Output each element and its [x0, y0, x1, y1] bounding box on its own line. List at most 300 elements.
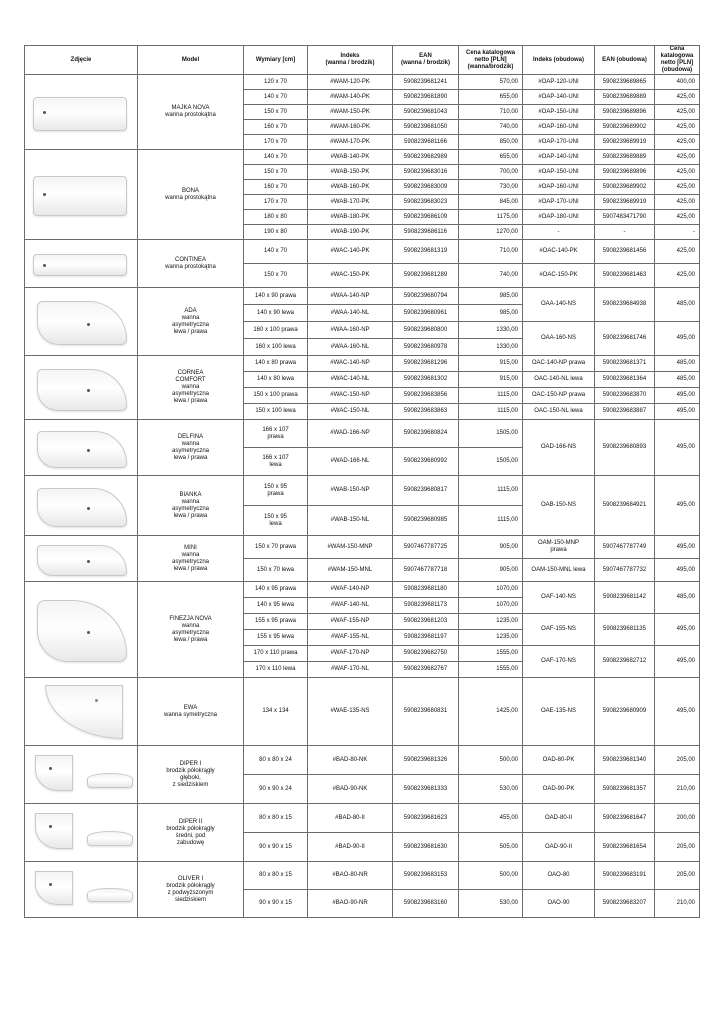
product-ean-cell: 5908239681890 — [393, 90, 459, 105]
casing-price-cell: 425,00 — [655, 105, 700, 120]
model-name: DIPER II brodzik półokrągły średni, pod zabudowę — [138, 804, 244, 862]
product-price-cell: 850,00 — [459, 135, 523, 150]
dimensions-cell: 140 x 70 — [244, 240, 308, 264]
header-photo: Zdjęcie — [25, 46, 138, 75]
table-row — [25, 746, 700, 775]
product-index-cell: #WAM-140-PK — [308, 90, 393, 105]
model-name: DIPER I brodzik półokrągły głęboki, z siedziskiem — [138, 746, 244, 804]
casing-ean-cell: 5908239681456 — [595, 240, 655, 264]
casing-index-cell: #OAP-150-UNI — [523, 105, 595, 120]
product-price-cell: 655,00 — [459, 90, 523, 105]
asymmetric-bathtub-photo — [25, 583, 137, 677]
casing-price-cell: 425,00 — [655, 264, 700, 288]
casing-price-cell: 205,00 — [655, 862, 700, 890]
product-photo-cell — [25, 804, 138, 862]
casing-index-cell: OAC-140-NP prawa — [523, 356, 595, 372]
product-photo-cell — [25, 150, 138, 240]
drain-icon — [49, 825, 52, 828]
product-ean-cell: 5908239683863 — [393, 404, 459, 420]
product-index-cell: #WAA-160-NL — [308, 339, 393, 356]
casing-price-cell: 425,00 — [655, 120, 700, 135]
product-ean-cell: 5908239680985 — [393, 506, 459, 536]
product-index-cell: #WAB-150-PK — [308, 165, 393, 180]
drain-icon — [87, 449, 90, 452]
product-price-cell: 1070,00 — [459, 582, 523, 598]
dimensions-cell: 160 x 100 prawa — [244, 322, 308, 339]
casing-index-cell: #OAC-150-PK — [523, 264, 595, 288]
table-row — [25, 678, 700, 746]
product-price-cell: 915,00 — [459, 356, 523, 372]
product-index-cell: #WAB-160-PK — [308, 180, 393, 195]
table-row — [25, 75, 700, 90]
product-photo-cell — [25, 75, 138, 150]
dimensions-cell: 155 x 95 prawa — [244, 614, 308, 630]
product-ean-cell: 5908239681623 — [393, 804, 459, 833]
header-index: Indeks (wanna / brodzik) — [308, 46, 393, 75]
casing-price-cell: 205,00 — [655, 746, 700, 775]
product-ean-cell: 5908239681630 — [393, 833, 459, 862]
casing-index-cell: OAF-170-NS — [523, 646, 595, 678]
dimensions-cell: 170 x 70 — [244, 195, 308, 210]
casing-price-cell: 485,00 — [655, 356, 700, 372]
table-row — [25, 150, 700, 165]
product-index-cell: #WAM-150-MNL — [308, 559, 393, 582]
dimensions-cell: 166 x 107 prawa — [244, 420, 308, 448]
product-index-cell: #WAF-170-NL — [308, 662, 393, 678]
product-ean-cell: 5908239681173 — [393, 598, 459, 614]
casing-ean-cell: 5907467787732 — [595, 559, 655, 582]
dimensions-cell: 160 x 70 — [244, 120, 308, 135]
product-price-cell: 1330,00 — [459, 339, 523, 356]
drain-icon — [87, 389, 90, 392]
product-ean-cell: 5908239683153 — [393, 862, 459, 890]
product-index-cell: #WAB-180-PK — [308, 210, 393, 225]
product-price-cell: 730,00 — [459, 180, 523, 195]
casing-ean-cell: 5908239689902 — [595, 120, 655, 135]
casing-index-cell: OAD-166-NS — [523, 420, 595, 476]
casing-price-cell: 495,00 — [655, 536, 700, 559]
casing-price-cell: 210,00 — [655, 775, 700, 804]
header-model: Model — [138, 46, 244, 75]
product-price-cell: 1270,00 — [459, 225, 523, 240]
casing-index-cell: OAA-140-NS — [523, 288, 595, 322]
header-ean: EAN (wanna / brodzik) — [393, 46, 459, 75]
drain-icon — [49, 883, 52, 886]
casing-ean-cell: 5908239681746 — [595, 322, 655, 356]
product-ean-cell: 5908239681197 — [393, 630, 459, 646]
product-ean-cell: 5908239681302 — [393, 372, 459, 388]
corner-bathtub-photo — [25, 679, 137, 745]
casing-ean-cell: 5908239683887 — [595, 404, 655, 420]
product-index-cell: #WAF-155-NL — [308, 630, 393, 646]
product-ean-cell: 5908239686116 — [393, 225, 459, 240]
product-photo-cell — [25, 862, 138, 918]
product-price-cell: 905,00 — [459, 536, 523, 559]
casing-index-cell: OAC-140-NL lewa — [523, 372, 595, 388]
casing-price-cell: 425,00 — [655, 180, 700, 195]
product-price-cell: 570,00 — [459, 75, 523, 90]
dimensions-cell: 140 x 80 prawa — [244, 356, 308, 372]
casing-ean-cell: 5908239680893 — [595, 420, 655, 476]
dimensions-cell: 120 x 70 — [244, 75, 308, 90]
product-price-cell: 710,00 — [459, 240, 523, 264]
table-row — [25, 804, 700, 833]
casing-index-cell: OAM-150-MNP prawa — [523, 536, 595, 559]
dimensions-cell: 180 x 80 — [244, 210, 308, 225]
casing-price-cell: 495,00 — [655, 322, 700, 356]
dimensions-cell: 80 x 80 x 24 — [244, 746, 308, 775]
asymmetric-bathtub-photo — [25, 421, 137, 475]
model-name: BONA wanna prostokątna — [138, 150, 244, 240]
product-ean-cell: 5908239683009 — [393, 180, 459, 195]
product-ean-cell: 5908239682989 — [393, 150, 459, 165]
product-price-cell: 985,00 — [459, 305, 523, 322]
casing-index-cell: OAF-155-NS — [523, 614, 595, 646]
casing-ean-cell: - — [595, 225, 655, 240]
product-price-cell: 505,00 — [459, 833, 523, 862]
asymmetric-bathtub-photo — [25, 537, 137, 581]
product-ean-cell: 5908239681319 — [393, 240, 459, 264]
product-index-cell: #BAO-90-NR — [308, 890, 393, 918]
product-price-cell: 1330,00 — [459, 322, 523, 339]
asymmetric-bathtub-photo — [25, 477, 137, 535]
casing-index-cell: OAB-150-NS — [523, 476, 595, 536]
dimensions-cell: 140 x 70 — [244, 150, 308, 165]
product-photo-cell — [25, 356, 138, 420]
product-price-cell: 1505,00 — [459, 420, 523, 448]
dimensions-cell: 140 x 90 prawa — [244, 288, 308, 305]
product-ean-cell: 5908239681296 — [393, 356, 459, 372]
product-price-cell: 1425,00 — [459, 678, 523, 746]
dimensions-cell: 150 x 70 — [244, 105, 308, 120]
product-photo-cell — [25, 240, 138, 288]
casing-ean-cell: 5908239689865 — [595, 75, 655, 90]
dimensions-cell: 90 x 90 x 15 — [244, 890, 308, 918]
model-name: MINI wanna asymetryczna lewa / prawa — [138, 536, 244, 582]
header-dimensions: Wymiary [cm] — [244, 46, 308, 75]
product-price-cell: 655,00 — [459, 150, 523, 165]
dimensions-cell: 150 x 100 prawa — [244, 388, 308, 404]
product-index-cell: #BAD-80-II — [308, 804, 393, 833]
product-index-cell: #WAM-160-PK — [308, 120, 393, 135]
casing-ean-cell: 5908239689919 — [595, 195, 655, 210]
casing-ean-cell: 5908239689889 — [595, 150, 655, 165]
dimensions-cell: 170 x 110 lewa — [244, 662, 308, 678]
casing-ean-cell: 5908239689902 — [595, 180, 655, 195]
product-index-cell: #BAD-80-NK — [308, 746, 393, 775]
casing-ean-cell: 5908239682712 — [595, 646, 655, 678]
drain-icon — [87, 323, 90, 326]
casing-price-cell: 495,00 — [655, 678, 700, 746]
product-ean-cell: 5907467787725 — [393, 536, 459, 559]
casing-price-cell: 495,00 — [655, 559, 700, 582]
header-row — [25, 46, 700, 75]
dimensions-cell: 140 x 90 lewa — [244, 305, 308, 322]
table-body — [25, 75, 700, 918]
casing-index-cell: #OAP-170-UNI — [523, 195, 595, 210]
table-row — [25, 356, 700, 372]
casing-price-cell: 495,00 — [655, 476, 700, 536]
product-price-cell: 500,00 — [459, 862, 523, 890]
dimensions-cell: 170 x 110 prawa — [244, 646, 308, 662]
casing-price-cell: 205,00 — [655, 833, 700, 862]
product-price-cell: 1115,00 — [459, 388, 523, 404]
product-index-cell: #WAB-150-NP — [308, 476, 393, 506]
dimensions-cell: 166 x 107 lewa — [244, 448, 308, 476]
casing-price-cell: 400,00 — [655, 75, 700, 90]
casing-price-cell: 210,00 — [655, 890, 700, 918]
casing-ean-cell: 5908239681371 — [595, 356, 655, 372]
casing-shape — [87, 831, 133, 846]
dimensions-cell: 150 x 70 — [244, 165, 308, 180]
dimensions-cell: 140 x 80 lewa — [244, 372, 308, 388]
casing-index-cell: #OAP-160-UNI — [523, 120, 595, 135]
product-index-cell: #WAB-190-PK — [308, 225, 393, 240]
casing-index-cell: OAF-140-NS — [523, 582, 595, 614]
product-ean-cell: 5908239682750 — [393, 646, 459, 662]
casing-price-cell: 425,00 — [655, 90, 700, 105]
casing-ean-cell: 5908239683870 — [595, 388, 655, 404]
product-index-cell: #BAD-90-NK — [308, 775, 393, 804]
casing-price-cell: 495,00 — [655, 388, 700, 404]
casing-ean-cell: 5908239681647 — [595, 804, 655, 833]
casing-ean-cell: 5908239684921 — [595, 476, 655, 536]
product-price-cell: 1505,00 — [459, 448, 523, 476]
model-name: BIANKA wanna asymetryczna lewa / prawa — [138, 476, 244, 536]
casing-ean-cell: 5908239681364 — [595, 372, 655, 388]
product-price-cell: 710,00 — [459, 105, 523, 120]
table-row — [25, 582, 700, 598]
casing-price-cell: 425,00 — [655, 150, 700, 165]
casing-index-cell: OAE-135-NS — [523, 678, 595, 746]
product-index-cell: #WAC-140-NL — [308, 372, 393, 388]
casing-index-cell: #OAP-140-UNI — [523, 90, 595, 105]
product-ean-cell: 5907467787718 — [393, 559, 459, 582]
dimensions-cell: 140 x 70 — [244, 90, 308, 105]
product-photo-cell — [25, 476, 138, 536]
casing-index-cell: OAM-150-MNL lewa — [523, 559, 595, 582]
drain-icon — [43, 111, 46, 114]
header-ean-casing: EAN (obudowa) — [595, 46, 655, 75]
product-index-cell: #WAE-135-NS — [308, 678, 393, 746]
table-row — [25, 240, 700, 264]
dimensions-cell: 140 x 95 prawa — [244, 582, 308, 598]
casing-index-cell: #OAC-140-PK — [523, 240, 595, 264]
product-photo-cell — [25, 420, 138, 476]
product-photo-cell — [25, 582, 138, 678]
product-price-cell: 1555,00 — [459, 662, 523, 678]
casing-ean-cell: 5908239681340 — [595, 746, 655, 775]
casing-index-cell: #OAP-170-UNI — [523, 135, 595, 150]
dimensions-cell: 140 x 95 lewa — [244, 598, 308, 614]
product-ean-cell: 5908239680817 — [393, 476, 459, 506]
product-price-cell: 1175,00 — [459, 210, 523, 225]
casing-price-cell: 425,00 — [655, 135, 700, 150]
casing-price-cell: 485,00 — [655, 288, 700, 322]
dimensions-cell: 160 x 70 — [244, 180, 308, 195]
product-index-cell: #WAA-140-NP — [308, 288, 393, 305]
drain-icon — [49, 767, 52, 770]
product-ean-cell: 5908239680992 — [393, 448, 459, 476]
casing-index-cell: #OAP-180-UNI — [523, 210, 595, 225]
tap-hole-icon — [95, 699, 98, 702]
product-ean-cell: 5908239680831 — [393, 678, 459, 746]
product-ean-cell: 5908239681050 — [393, 120, 459, 135]
product-ean-cell: 5908239683160 — [393, 890, 459, 918]
product-price-cell: 500,00 — [459, 746, 523, 775]
product-ean-cell: 5908239683023 — [393, 195, 459, 210]
casing-price-cell: 425,00 — [655, 210, 700, 225]
casing-ean-cell: 5907467787749 — [595, 536, 655, 559]
product-ean-cell: 5908239680961 — [393, 305, 459, 322]
dimensions-cell: 150 x 95 lewa — [244, 506, 308, 536]
casing-price-cell: 425,00 — [655, 195, 700, 210]
casing-price-cell: 485,00 — [655, 582, 700, 614]
dimensions-cell: 170 x 70 — [244, 135, 308, 150]
product-price-cell: 740,00 — [459, 264, 523, 288]
product-index-cell: #WAM-150-MNP — [308, 536, 393, 559]
product-price-cell: 1115,00 — [459, 476, 523, 506]
casing-index-cell: OAD-80-II — [523, 804, 595, 833]
product-ean-cell: 5908239681180 — [393, 582, 459, 598]
rectangular-bathtub-photo — [25, 241, 137, 287]
product-photo-cell — [25, 746, 138, 804]
product-ean-cell: 5908239680800 — [393, 322, 459, 339]
shower-tray-photo — [25, 747, 137, 803]
casing-shape — [87, 888, 133, 902]
product-ean-cell: 5908239681241 — [393, 75, 459, 90]
casing-price-cell: 495,00 — [655, 646, 700, 678]
product-index-cell: #WAB-170-PK — [308, 195, 393, 210]
product-ean-cell: 5908239680978 — [393, 339, 459, 356]
casing-index-cell: #OAP-120-UNI — [523, 75, 595, 90]
drain-icon — [43, 264, 46, 267]
dimensions-cell: 150 x 95 prawa — [244, 476, 308, 506]
drain-icon — [87, 560, 90, 563]
product-index-cell: #BAD-90-II — [308, 833, 393, 862]
product-index-cell: #WAM-150-PK — [308, 105, 393, 120]
product-ean-cell: 5908239681166 — [393, 135, 459, 150]
product-index-cell: #WAA-160-NP — [308, 322, 393, 339]
casing-ean-cell: 5908239681135 — [595, 614, 655, 646]
drain-icon — [87, 507, 90, 510]
casing-ean-cell: 5908239689896 — [595, 105, 655, 120]
casing-price-cell: 425,00 — [655, 165, 700, 180]
casing-price-cell: 495,00 — [655, 614, 700, 646]
product-price-cell: 985,00 — [459, 288, 523, 305]
dimensions-cell: 80 x 80 x 15 — [244, 804, 308, 833]
product-ean-cell: 5908239686109 — [393, 210, 459, 225]
product-price-cell: 905,00 — [459, 559, 523, 582]
dimensions-cell: 90 x 90 x 24 — [244, 775, 308, 804]
casing-shape — [87, 773, 133, 788]
dimensions-cell: 190 x 80 — [244, 225, 308, 240]
product-index-cell: #WAF-155-NP — [308, 614, 393, 630]
model-name: ADA wanna asymetryczna lewa / prawa — [138, 288, 244, 356]
price-table — [24, 45, 700, 918]
product-price-cell: 915,00 — [459, 372, 523, 388]
casing-index-cell: - — [523, 225, 595, 240]
product-price-cell: 700,00 — [459, 165, 523, 180]
casing-ean-cell: 5908239680909 — [595, 678, 655, 746]
model-name: MAJKA NOVA wanna prostokątna — [138, 75, 244, 150]
drain-icon — [87, 631, 90, 634]
product-index-cell: #WAC-140-PK — [308, 240, 393, 264]
casing-index-cell: OAC-150-NP prawa — [523, 388, 595, 404]
product-index-cell: #WAC-150-NL — [308, 404, 393, 420]
dimensions-cell: 150 x 100 lewa — [244, 404, 308, 420]
casing-index-cell: OAD-90-II — [523, 833, 595, 862]
product-index-cell: #WAD-166-NL — [308, 448, 393, 476]
product-photo-cell — [25, 678, 138, 746]
product-photo-cell — [25, 288, 138, 356]
product-ean-cell: 5908239682767 — [393, 662, 459, 678]
product-ean-cell: 5908239680824 — [393, 420, 459, 448]
table-row — [25, 862, 700, 890]
header-price-casing: Cena katalogowa netto [PLN] (obudowa) — [655, 46, 700, 75]
dimensions-cell: 155 x 95 lewa — [244, 630, 308, 646]
product-index-cell: #WAF-140-NL — [308, 598, 393, 614]
product-ean-cell: 5908239683856 — [393, 388, 459, 404]
product-index-cell: #WAB-140-PK — [308, 150, 393, 165]
model-name: FINEZJA NOVA wanna asymetryczna lewa / prawa — [138, 582, 244, 678]
casing-index-cell: OAD-90-PK — [523, 775, 595, 804]
model-name: CORNEA COMFORT wanna asymetryczna lewa / prawa — [138, 356, 244, 420]
casing-ean-cell: 5908239689919 — [595, 135, 655, 150]
product-index-cell: #WAM-120-PK — [308, 75, 393, 90]
product-ean-cell: 5908239680794 — [393, 288, 459, 305]
model-name: OLIVER I brodzik półokrągły z podwyższonym siedziskiem — [138, 862, 244, 918]
product-price-cell: 845,00 — [459, 195, 523, 210]
product-price-cell: 530,00 — [459, 775, 523, 804]
dimensions-cell: 150 x 70 prawa — [244, 536, 308, 559]
table-row — [25, 476, 700, 506]
casing-price-cell: - — [655, 225, 700, 240]
product-ean-cell: 5908239681326 — [393, 746, 459, 775]
dimensions-cell: 90 x 90 x 15 — [244, 833, 308, 862]
product-index-cell: #WAA-140-NL — [308, 305, 393, 322]
product-price-cell: 1235,00 — [459, 630, 523, 646]
table-row — [25, 288, 700, 305]
casing-index-cell: #OAP-160-UNI — [523, 180, 595, 195]
product-price-cell: 455,00 — [459, 804, 523, 833]
product-index-cell: #WAF-170-NP — [308, 646, 393, 662]
product-price-cell: 1235,00 — [459, 614, 523, 630]
rectangular-bathtub-photo — [25, 151, 137, 239]
product-photo-cell — [25, 536, 138, 582]
table-row — [25, 536, 700, 559]
casing-ean-cell: 5908239681357 — [595, 775, 655, 804]
dimensions-cell: 134 x 134 — [244, 678, 308, 746]
shower-tray-photo — [25, 805, 137, 861]
drain-icon — [43, 193, 46, 196]
product-index-cell: #WAC-150-NP — [308, 388, 393, 404]
casing-ean-cell: 5907483471790 — [595, 210, 655, 225]
casing-ean-cell: 5908239681142 — [595, 582, 655, 614]
casing-price-cell: 485,00 — [655, 372, 700, 388]
product-index-cell: #WAB-150-NL — [308, 506, 393, 536]
product-ean-cell: 5908239681289 — [393, 264, 459, 288]
model-name: DELFINA wanna asymetryczna lewa / prawa — [138, 420, 244, 476]
product-index-cell: #WAC-140-NP — [308, 356, 393, 372]
product-index-cell: #WAF-140-NP — [308, 582, 393, 598]
product-ean-cell: 5908239681333 — [393, 775, 459, 804]
product-ean-cell: 5908239681203 — [393, 614, 459, 630]
casing-ean-cell: 5908239689889 — [595, 90, 655, 105]
product-price-cell: 1115,00 — [459, 506, 523, 536]
product-price-cell: 1115,00 — [459, 404, 523, 420]
model-name: EWA wanna symetryczna — [138, 678, 244, 746]
